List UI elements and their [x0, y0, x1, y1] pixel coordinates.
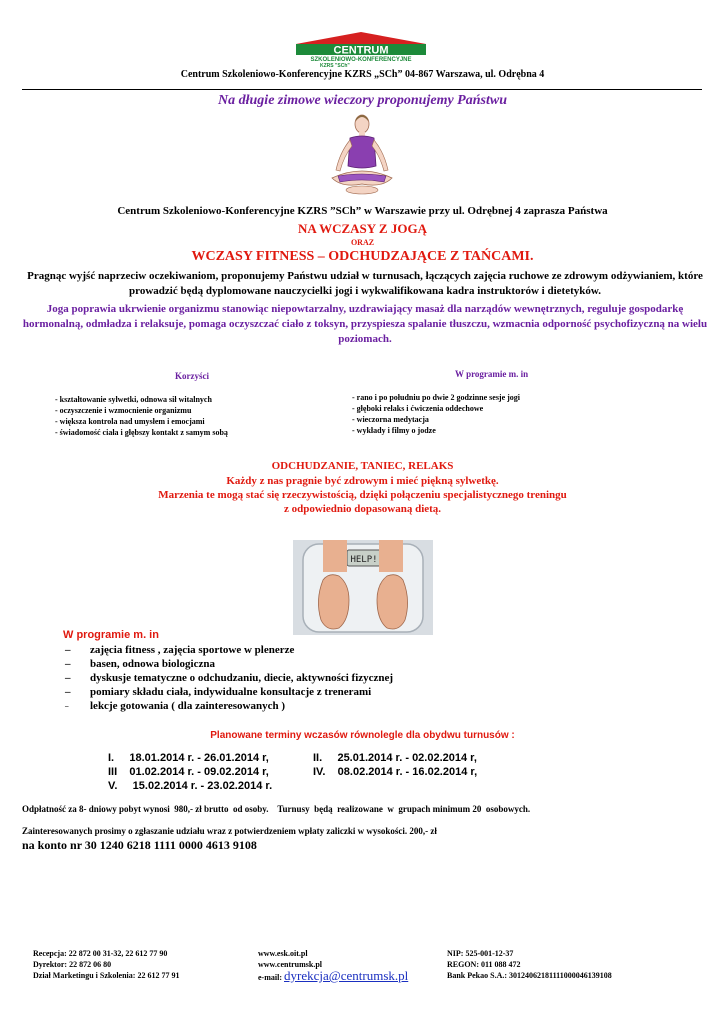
- intro-paragraph: Pragnąc wyjść naprzeciw oczekiwaniom, proponujemy Państwu udział w turnusach, łączących zajęcia ruchowe ze zdrowym odżywianiem, które prowadzić będą dyplomowane nauczycielki jogi i wykwalifikowana kadra instruktorów i dietetyków.: [27, 270, 703, 297]
- motto-line: Każdy z nas pragnie być zdrowym i mieć piękną sylwetkę.: [226, 475, 499, 487]
- list-item: - oczyszczenie i wzmocnienie organizmu: [55, 406, 192, 415]
- footer-line: NIP: 525-001-12-37: [447, 949, 514, 958]
- logo-line2: KZRS "SCh": [320, 63, 350, 69]
- fitness-holiday-title: WCZASY FITNESS – ODCHUDZAJĄCE Z TAŃCAMI.: [191, 249, 534, 264]
- header-address: Centrum Szkoleniowo-Konferencyjne KZRS „SCh” 04-867 Warszawa, ul. Odrębna 4: [180, 69, 545, 80]
- email-label: e-mail:: [258, 973, 282, 982]
- term-date: IV. 08.02.2014 r. - 16.02.2014 r,: [313, 766, 478, 778]
- fitness-program-list: [65, 643, 393, 713]
- price-info: Odpłatność za 8- dniowy pobyt wynosi 980,- zł brutto od osoby. Turnusy będą realizowane w grupach minimum 20 osobowych.: [22, 804, 531, 814]
- invitation-text: Centrum Szkoleniowo-Konferencyjne KZRS ”SCh” w Warszawie przy ul. Odrębnej 4 zaprasza Państwa: [117, 205, 608, 217]
- bathroom-scale-image: [293, 540, 433, 635]
- footer-line: Bank Pekao S.A.: 30124062181111000046139108: [447, 971, 612, 980]
- terms-row: [108, 751, 477, 765]
- terms-table: [108, 751, 477, 793]
- list-item: - kształtowanie sylwetki, odnowa sił witalnych: [55, 395, 212, 404]
- benefits-list: [55, 394, 228, 438]
- slimming-heading: ODCHUDZANIE, TANIEC, RELAKS: [271, 460, 454, 472]
- logo-line1: SZKOLENIOWO-KONFERENCYJNE: [310, 57, 412, 63]
- email-link[interactable]: dyrekcja@centrumsk.pl: [284, 968, 409, 983]
- yoga-holiday-title: NA WCZASY Z JOGĄ: [298, 221, 427, 236]
- bank-account: na konto nr 30 1240 6218 1111 0000 4613 9108: [22, 838, 257, 852]
- list-item: - świadomość ciała i głębszy kontakt z samym sobą: [55, 428, 228, 437]
- logo-name: CENTRUM: [333, 44, 389, 57]
- deposit-info: Zainteresowanych prosimy o zgłaszanie udziału wraz z potwierdzeniem wpłaty zaliczki w wysokości. 200,- zł: [22, 826, 437, 836]
- list-item: – lekcje gotowania ( dla zainteresowanych ): [65, 699, 393, 713]
- term-date: III 01.02.2014 r. - 09.02.2014 r,: [108, 766, 269, 778]
- tagline: Na długie zimowe wieczory proponujemy Państwu: [218, 93, 507, 108]
- terms-heading: Planowane terminy wczasów równolegle dla obydwu turnusów :: [210, 730, 515, 741]
- list-item: - wieczorna medytacja: [352, 415, 429, 424]
- footer-company-ids: [447, 948, 612, 981]
- list-item: - wykłady i filmy o jodze: [352, 426, 436, 435]
- yoga-program-heading: W programie m. in: [455, 369, 529, 379]
- yoga-benefits-paragraph: Joga poprawia ukrwienie organizmu stanowiąc niepowtarzalny, uzdrawiający masaż dla narządów wewnętrznych, reguluje gospodarkę hormonalną, odmładza i relaksuje, pomaga oczyszczać ciało z toksyn, przyspiesza spalanie tłuszczu, wzmacnia odporność psychofizyczną na wielu poziomach.: [22, 303, 708, 345]
- list-item: - głęboki relaks i ćwiczenia oddechowe: [352, 404, 484, 413]
- motto-line: Marzenia te mogą stać się rzeczywistością, dzięki połączeniu specjalistycznego treningu: [158, 489, 567, 501]
- oraz-label: ORAZ: [350, 238, 375, 247]
- yoga-figure-image: [322, 112, 402, 198]
- term-date: II. 25.01.2014 r. - 02.02.2014 r,: [313, 752, 477, 764]
- list-item: – zajęcia fitness , zajęcia sportowe w plenerze: [65, 643, 393, 657]
- list-item: - większa kontrola nad umysłem i emocjami: [55, 417, 205, 426]
- terms-row: [108, 779, 477, 793]
- fitness-program-heading: W programie m. in: [63, 629, 159, 641]
- website-link[interactable]: www.centrumsk.pl: [258, 960, 323, 969]
- header-divider: [22, 89, 702, 90]
- list-item: – basen, odnowa biologiczna: [65, 657, 393, 671]
- footer-line: Dział Marketingu i Szkolenia: 22 612 77 91: [33, 971, 180, 980]
- term-date: V. 15.02.2014 r. - 23.02.2014 r.: [108, 780, 273, 792]
- list-item: - rano i po południu po dwie 2 godzinne sesje jogi: [352, 393, 521, 402]
- centrum-logo: [292, 30, 430, 70]
- slimming-motto: [0, 474, 725, 516]
- scale-display-text: HELP!: [350, 555, 378, 565]
- footer-line: Dyrektor: 22 872 06 80: [33, 960, 112, 969]
- footer-line: Recepcja: 22 872 00 31-32, 22 612 77 90: [33, 949, 168, 958]
- list-item: – dyskusje tematyczne o odchudzaniu, diecie, aktywności fizycznej: [65, 671, 393, 685]
- term-date: I. 18.01.2014 r. - 26.01.2014 r,: [108, 752, 269, 764]
- list-item: – pomiary składu ciała, indywidualne konsultacje z trenerami: [65, 685, 393, 699]
- terms-row: [108, 765, 477, 779]
- motto-line: z odpowiednio dopasowaną dietą.: [283, 503, 442, 515]
- yoga-program-list: [352, 392, 520, 436]
- footer-phones: [33, 948, 179, 981]
- footer-line: REGON: 011 088 472: [447, 960, 521, 969]
- footer-web: [258, 948, 408, 983]
- benefits-heading: Korzyści: [175, 371, 209, 381]
- website-link[interactable]: www.esk.oit.pl: [258, 949, 308, 958]
